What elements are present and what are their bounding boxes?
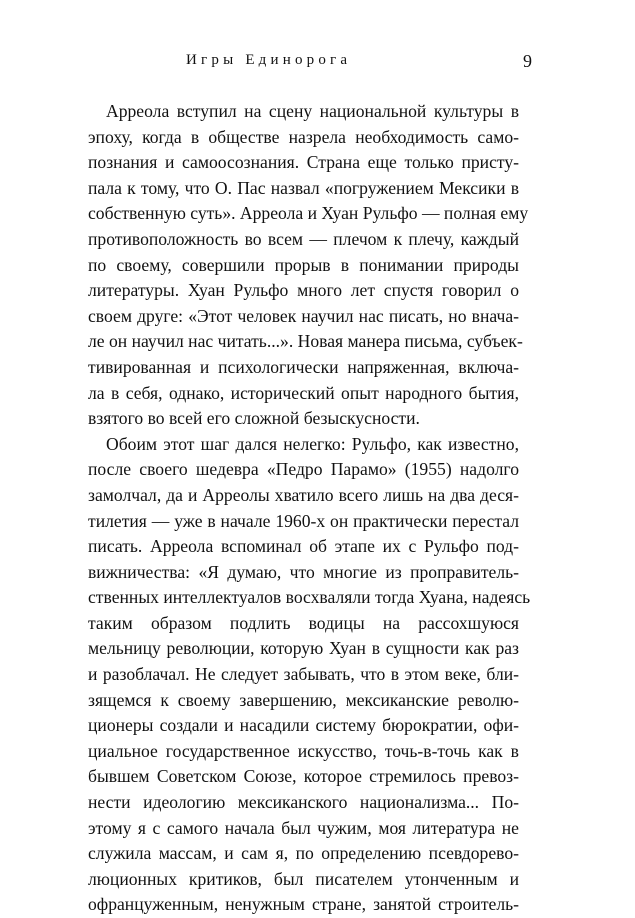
text-line: противоположность во всем — плечом к плечу, каждый — [88, 228, 519, 249]
text-line: ле он научил нас читать...». Новая манера письма, субъек- — [88, 331, 523, 352]
text-line: тилетия — уже в начале 1960-х он практически перестал — [88, 510, 519, 531]
text-line: тивированная и психологически напряженная, включа- — [88, 356, 519, 377]
text-line: вижничества: «Я думаю, что многие из проправитель- — [88, 561, 519, 582]
paragraph-1 — [88, 99, 529, 432]
running-head — [0, 52, 635, 76]
text-line: этому я с самого начала был чужим, моя литература не — [88, 817, 519, 838]
text-line: Арреола вступил на сцену национальной культуры в — [106, 101, 519, 121]
text-line: служила массам, и сам я, по определению псевдорево- — [88, 843, 519, 864]
text-line: ционеры создали и насадили систему бюрократии, офи- — [88, 715, 519, 736]
text-line: бывшем Советском Союзе, которое стремилось превоз- — [88, 766, 519, 787]
text-line: замолчал, да и Арреолы хватило всего лишь на два деся- — [88, 484, 519, 505]
text-line: циальное государственное искусство, точь-в-точь как в — [88, 740, 519, 761]
text-line: пала к тому, что О. Пас назвал «погружением Мексики в — [88, 177, 519, 198]
text-line: познания и самоосознания. Страна еще только присту- — [88, 152, 519, 173]
paragraph-2 — [88, 432, 531, 918]
text-line: Обоим этот шаг дался нелегко: Рульфо, как известно, — [106, 433, 519, 454]
page-number: 9 — [523, 51, 532, 71]
text-line: люционных критиков, был писателем утонченным и — [88, 868, 519, 889]
text-line: эпоху, когда в обществе назрела необходимость само- — [88, 126, 519, 147]
text-line: литературы. Хуан Рульфо много лет спустя говорил о — [88, 280, 519, 301]
text-line: ла в себя, однако, исторический опыт народного бытия, — [88, 382, 519, 403]
text-line: взятого во всей его сложной безыскусности. — [88, 408, 420, 429]
text-line: и разоблачал. Не следует забывать, что в этом веке, бли- — [88, 664, 519, 685]
text-line: мельницу революции, которую Хуан в сущности как раз — [88, 638, 519, 659]
text-line: офранцуженным, ненужным стране, занятой строитель- — [88, 894, 519, 915]
text-line: своем друге: «Этот человек научил нас писать, но внача- — [88, 305, 519, 326]
running-title: Игры Единорога — [186, 52, 352, 68]
text-line: нести идеологию мексиканского национализма... По- — [88, 792, 519, 813]
text-line: по своему, совершили прорыв в понимании природы — [88, 254, 519, 275]
text-line: писать. Арреола вспоминал об этапе их с Рульфо под- — [88, 536, 519, 557]
body-text — [88, 99, 531, 918]
text-line: таким образом подлить водицы на рассохшуюся — [88, 612, 519, 633]
text-line: ственных интеллектуалов восхваляли тогда Хуана, надеясь — [88, 587, 531, 608]
text-line: собственную суть». Арреола и Хуан Рульфо — полная ему — [88, 203, 529, 224]
text-line: зящемся к своему завершению, мексиканские револю- — [88, 689, 519, 710]
text-line: после своего шедевра «Педро Парамо» (1955) надолго — [88, 459, 519, 480]
